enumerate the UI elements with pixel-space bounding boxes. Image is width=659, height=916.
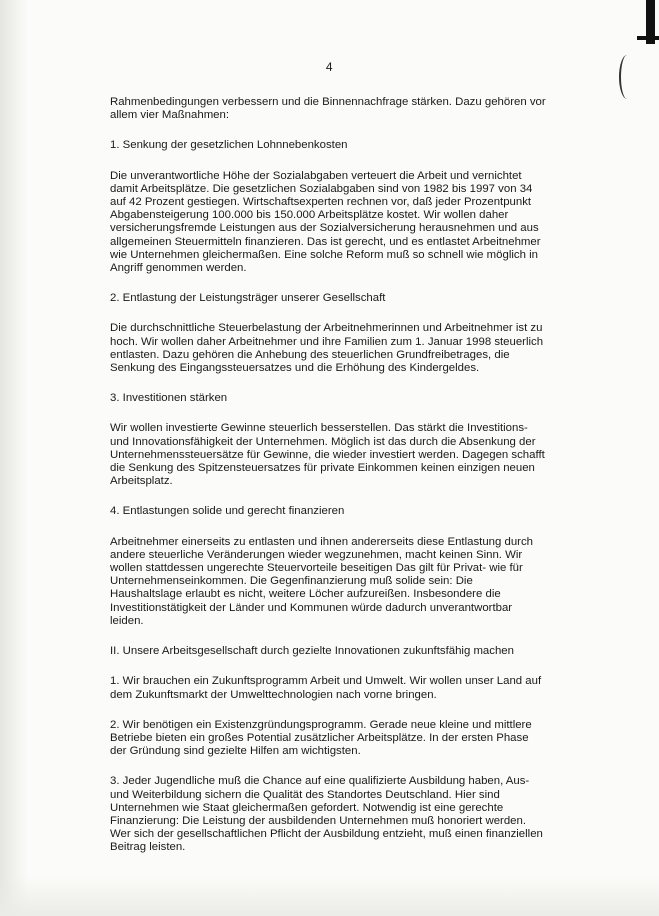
section-heading: II. Unsere Arbeitsgesellschaft durch gezielte Innovationen zukunftsfähig machen [110,645,514,658]
paragraph: 3. Jeder Jugendliche muß die Chance auf eine qualifizierte Ausbildung haben, Aus- und Weiterbildung sichern die Qualität des Standortes Deutschland. Hier sind Unternehmen wie Staat gleichermaßen gefordert. Notwendig ist eine gerechte Finanzierung: Die Leistung der ausbildenden Unternehmen muß honoriert werden. Wer sich der gesellschaftlichen Pflicht der Ausbildung entzieht, muß einen finanziellen Beitrag leisten. [110,775,543,854]
section-heading: 3. Investitionen stärken [110,392,228,405]
paragraph: Rahmenbedingungen verbessern und die Binnennachfrage stärken. Dazu gehören vor allem vier Maßnahmen: [110,96,546,122]
section-heading: 1. Senkung der gesetzlichen Lohnnebenkosten [110,139,348,152]
section-heading: 2. Entlastung der Leistungsträger unserer Gesellschaft [110,292,386,305]
binder-clip-mark [633,0,659,58]
paragraph: 2. Wir benötigen ein Existenzgründungsprogramm. Gerade neue kleine und mittlere Betriebe bieten ein großes Potential zusätzlicher Arbeitsplätze. In der ersten Phase der Gründung sind gezielte Hilfen am wichtigsten. [110,718,532,758]
paragraph: 1. Wir brauchen ein Zukunftsprogramm Arbeit und Umwelt. Wir wollen unser Land auf dem Zukunftsmarkt der Umwelttechnologien nach vorne bringen. [110,675,542,701]
paragraph: Arbeitnehmer einerseits zu entlasten und ihnen andererseits diese Entlastung durch andere steuerliche Veränderungen wieder wegzunehmen, macht keinen Sinn. Wir wollen stattdessen ungerechte Steuervorteile beseitigen Das gilt für Privat- wie für Unternehmenseinkommen. Die Gegenfinanzierung muß solide sein: Die Haushaltslage erlaubt es nicht, weitere Löcher aufzureißen. Insbesondere die Investitionstätigkeit der Länder und Kommunen würde dadurch unverantwortbar leiden. [110,535,533,627]
page-number: 4 [325,60,334,74]
paragraph: Die durchschnittliche Steuerbelastung der Arbeitnehmerinnen und Arbeitnehmer ist zu hoch. Wir wollen daher Arbeitnehmer und ihre Familien zum 1. Januar 1998 steuerlich entlasten. Dazu gehören die Anhebung des steuerlichen Grundfreibetrages, die Senkung des Eingangssteuersatzes und die Erhöhung des Kindergeldes. [110,322,544,375]
paragraph: Wir wollen investierte Gewinne steuerlich besserstellen. Das stärkt die Investitions- und Innovationsfähigkeit der Unternehmen. Möglich ist das durch die Absenkung der Unternehmenssteuersätze für Gewinne, die wieder investiert werden. Dagegen schafft die Senkung des Spitzensteuersatzes für private Einkommen keinen einzigen neuen Arbeitsplatz. [110,422,545,488]
scan-edge-left [0,0,28,916]
section-heading: 4. Entlastungen solide und gerecht finanzieren [110,505,345,518]
binder-clip-foot [637,36,659,40]
document-body [110,96,546,872]
scan-edge-bottom [0,876,659,916]
paragraph: Die unverantwortliche Höhe der Sozialabgaben verteuert die Arbeit und vernichtet damit Arbeitsplätze. Die gesetzlichen Sozialabgaben sind von 1982 bis 1997 von 34 auf 42 Prozent gestiegen. Wirtschaftsexperten rechnen vor, daß jeder Prozentpunkt Abgabensteigerung 100.000 bis 150.000 Arbeitsplätze kostet. Wir wollen daher versicherungsfremde Leistungen aus der Sozialversicherung herausnehmen und aus allgemeinen Steuermitteln finanzieren. Das ist gerecht, und es entlastet Arbeitnehmer wie Unternehmen gleichermaßen. Eine solche Reform muß so schnell wie möglich in Angriff genommen werden. [110,169,541,275]
